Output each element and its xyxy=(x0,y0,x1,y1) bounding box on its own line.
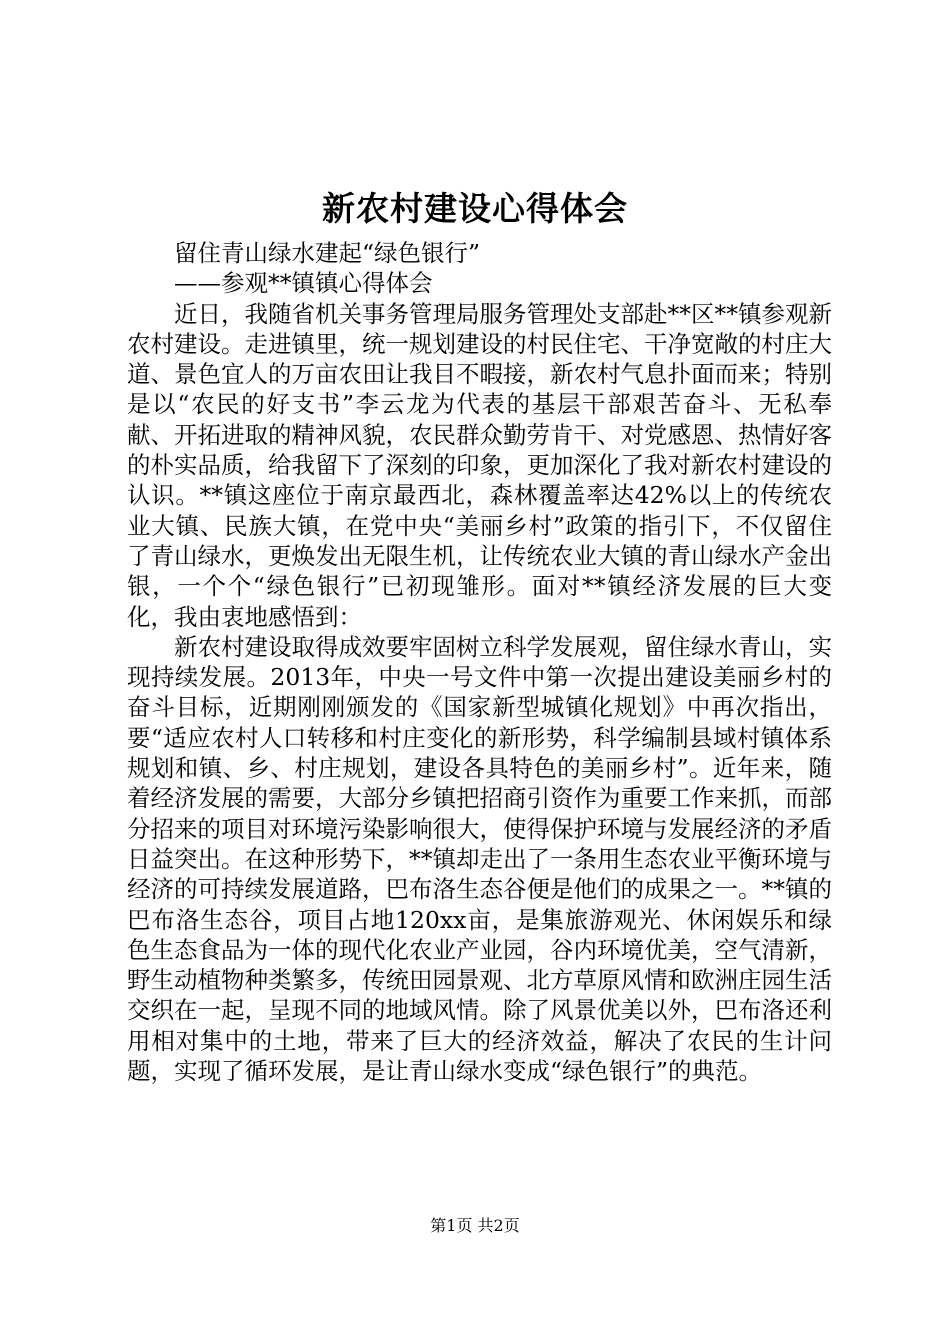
body-paragraph-1: 近日，我随省机关事务管理局服务管理处支部赴**区**镇参观新农村建设。走进镇里，统一规划建设的村民住宅、干净宽敞的村庄大道、景色宜人的万亩农田让我目不暇接，新农村气息扑面而来；特别是以“农民的好支书”李云龙为代表的基层干部艰苦奋斗、无私奉献、开拓进取的精神风貌，农民群众勤劳肯干、对党感恩、热情好客的朴实品质，给我留下了深刻的印象，更加深化了我对新农村建设的认识。**镇这座位于南京最西北，森林覆盖率达42%以上的传统农业大镇、民族大镇，在党中央“美丽乡村”政策的指引下，不仅留住了青山绿水，更焕发出无限生机，让传统农业大镇的青山绿水产金出银，一个个“绿色银行”已初现雏形。面对**镇经济发展的巨大变化，我由衷地感悟到： xyxy=(127,299,832,631)
subtitle-line-2: ——参观**镇镇心得体会 xyxy=(174,269,433,298)
subtitle-line-1: 留住青山绿水建起“绿色银行” xyxy=(174,239,481,267)
page-footer: 第1页 共2页 xyxy=(430,1216,520,1235)
body-paragraph-2: 新农村建设取得成效要牢固树立科学发展观，留住绿水青山，实现持续发展。2013年，中央一号文件中第一次提出建设美丽乡村的奋斗目标，近期刚刚颁发的《国家新型城镇化规划》中再次指出，要“适应农村人口转移和村庄变化的新形势，科学编制县域村镇体系规划和镇、乡、村庄规划，建设各具特色的美丽乡村”。近年来，随着经济发展的需要，大部分乡镇把招商引资作为重要工作来抓，而部分招来的项目对环境污染影响很大，使得保护环境与发展经济的矛盾日益突出。在这种形势下，**镇却走出了一条用生态农业平衡环境与经济的可持续发展道路，巴布洛生态谷便是他们的成果之一。**镇的巴布洛生态谷，项目占地120xx亩，是集旅游观光、休闲娱乐和绿色生态食品为一体的现代化农业产业园，谷内环境优美，空气清新，野生动植物种类繁多，传统田园景观、北方草原风情和欧洲庄园生活交织在一起，呈现不同的地域风情。除了风景优美以外，巴布洛还利用相对集中的土地，带来了巨大的经济效益，解决了农民的生计问题，实现了循环发展，是让青山绿水变成“绿色银行”的典范。 xyxy=(127,632,832,1086)
document-title: 新农村建设心得体会 xyxy=(322,189,628,228)
document-body xyxy=(127,238,832,1086)
